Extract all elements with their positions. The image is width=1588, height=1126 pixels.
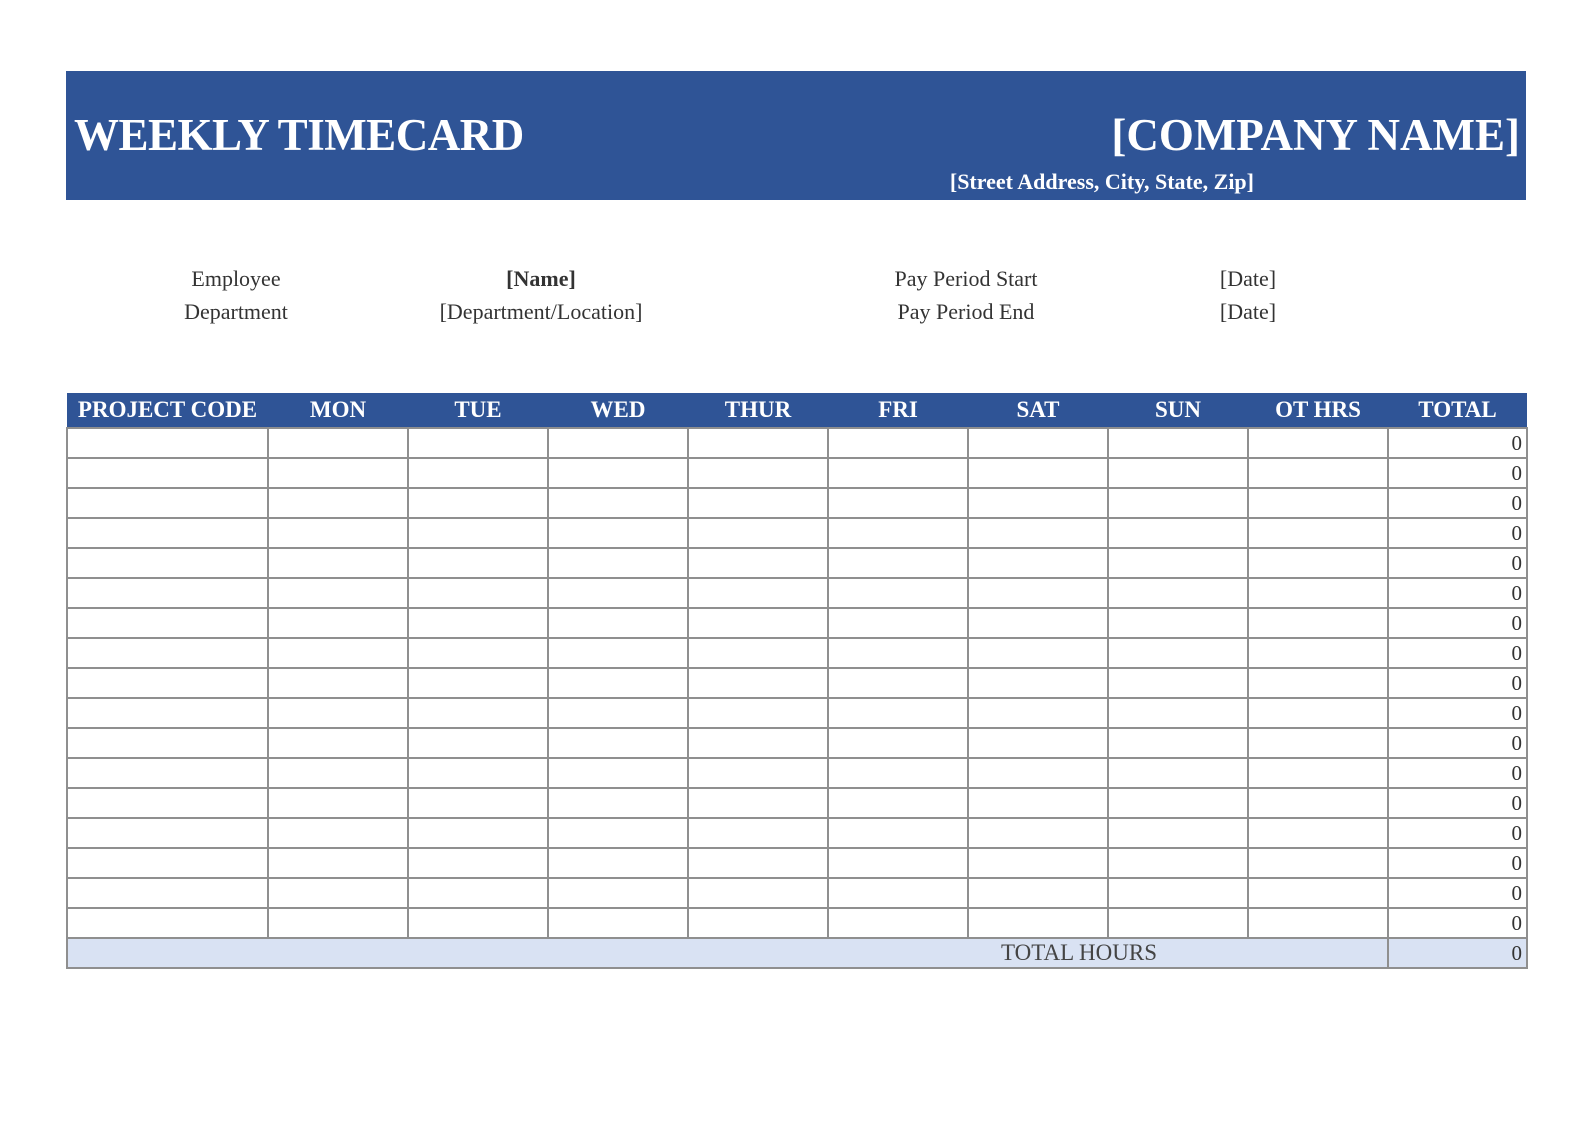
sat-cell[interactable] — [968, 548, 1108, 578]
table-row — [67, 638, 1527, 668]
row-total-cell: 0 — [1388, 548, 1527, 578]
wed-cell[interactable] — [548, 608, 688, 638]
ot-hrs-cell[interactable] — [1248, 518, 1388, 548]
tue-cell[interactable] — [408, 428, 548, 458]
project-code-cell[interactable] — [67, 758, 268, 788]
table-row — [67, 668, 1527, 698]
table-row — [67, 788, 1527, 818]
ot-hrs-cell[interactable] — [1248, 638, 1388, 668]
sun-cell[interactable] — [1108, 818, 1248, 848]
thur-cell[interactable] — [688, 878, 828, 908]
fri-cell[interactable] — [828, 848, 968, 878]
sat-cell[interactable] — [968, 638, 1108, 668]
mon-cell[interactable] — [268, 428, 408, 458]
ot-hrs-cell[interactable] — [1248, 428, 1388, 458]
col-header-tue: TUE — [408, 393, 548, 428]
row-total-cell: 0 — [1388, 728, 1527, 758]
project-code-cell[interactable] — [67, 638, 268, 668]
tue-cell[interactable] — [408, 878, 548, 908]
tue-cell[interactable] — [408, 578, 548, 608]
sun-cell[interactable] — [1108, 788, 1248, 818]
table-row — [67, 458, 1527, 488]
sun-cell[interactable] — [1108, 878, 1248, 908]
project-code-cell[interactable] — [67, 428, 268, 458]
row-total-cell: 0 — [1388, 518, 1527, 548]
project-code-cell[interactable] — [67, 578, 268, 608]
project-code-cell[interactable] — [67, 728, 268, 758]
project-code-cell[interactable] — [67, 608, 268, 638]
wed-cell[interactable] — [548, 818, 688, 848]
sat-cell[interactable] — [968, 818, 1108, 848]
wed-cell[interactable] — [548, 488, 688, 518]
row-total-cell: 0 — [1388, 608, 1527, 638]
row-total-cell: 0 — [1388, 488, 1527, 518]
col-header-sun: SUN — [1108, 393, 1248, 428]
sun-cell[interactable] — [1108, 848, 1248, 878]
fri-cell[interactable] — [828, 728, 968, 758]
sat-cell[interactable] — [968, 698, 1108, 728]
col-header-thur: THUR — [688, 393, 828, 428]
fri-cell[interactable] — [828, 788, 968, 818]
col-header-wed: WED — [548, 393, 688, 428]
ot-hrs-cell[interactable] — [1248, 878, 1388, 908]
table-row — [67, 578, 1527, 608]
mon-cell[interactable] — [268, 818, 408, 848]
ot-hrs-cell[interactable] — [1248, 578, 1388, 608]
ot-hrs-cell[interactable] — [1248, 698, 1388, 728]
wed-cell[interactable] — [548, 638, 688, 668]
table-row — [67, 608, 1527, 638]
wed-cell[interactable] — [548, 548, 688, 578]
wed-cell[interactable] — [548, 848, 688, 878]
fri-cell[interactable] — [828, 668, 968, 698]
sat-cell[interactable] — [968, 908, 1108, 938]
thur-cell[interactable] — [688, 578, 828, 608]
total-hours-value: 0 — [1388, 938, 1527, 968]
tue-cell[interactable] — [408, 458, 548, 488]
col-header-project-code: PROJECT CODE — [67, 393, 268, 428]
wed-cell[interactable] — [548, 518, 688, 548]
total-hours-row — [67, 938, 1527, 968]
table-row — [67, 878, 1527, 908]
thur-cell[interactable] — [688, 608, 828, 638]
row-total-cell: 0 — [1388, 638, 1527, 668]
sat-cell[interactable] — [968, 578, 1108, 608]
sat-cell[interactable] — [968, 848, 1108, 878]
table-row — [67, 548, 1527, 578]
row-total-cell: 0 — [1388, 428, 1527, 458]
fri-cell[interactable] — [828, 548, 968, 578]
project-code-cell[interactable] — [67, 698, 268, 728]
mon-cell[interactable] — [268, 698, 408, 728]
row-total-cell: 0 — [1388, 788, 1527, 818]
sun-cell[interactable] — [1108, 698, 1248, 728]
project-code-cell[interactable] — [67, 668, 268, 698]
col-header-ot-hrs: OT HRS — [1248, 393, 1388, 428]
company-name[interactable]: [COMPANY NAME] — [1111, 110, 1520, 160]
thur-cell[interactable] — [688, 758, 828, 788]
project-code-cell[interactable] — [67, 548, 268, 578]
fri-cell[interactable] — [828, 428, 968, 458]
pay-period-end-field[interactable]: [Date] — [1219, 299, 1277, 324]
table-row — [67, 758, 1527, 788]
ot-hrs-cell[interactable] — [1248, 728, 1388, 758]
wed-cell[interactable] — [548, 428, 688, 458]
thur-cell[interactable] — [688, 548, 828, 578]
project-code-cell[interactable] — [67, 878, 268, 908]
sun-cell[interactable] — [1108, 428, 1248, 458]
sun-cell[interactable] — [1108, 458, 1248, 488]
tue-cell[interactable] — [408, 698, 548, 728]
ot-hrs-cell[interactable] — [1248, 818, 1388, 848]
project-code-cell[interactable] — [67, 458, 268, 488]
ot-hrs-cell[interactable] — [1248, 608, 1388, 638]
thur-cell[interactable] — [688, 788, 828, 818]
fri-cell[interactable] — [828, 638, 968, 668]
pay-period-start-field[interactable]: [Date] — [1219, 266, 1277, 291]
fri-cell[interactable] — [828, 818, 968, 848]
fri-cell[interactable] — [828, 698, 968, 728]
ot-hrs-cell[interactable] — [1248, 488, 1388, 518]
thur-cell[interactable] — [688, 428, 828, 458]
wed-cell[interactable] — [548, 878, 688, 908]
table-row — [67, 488, 1527, 518]
project-code-cell[interactable] — [67, 818, 268, 848]
total-hours-label: TOTAL HOURS — [67, 938, 1388, 968]
department-label: Department — [184, 299, 288, 324]
table-row — [67, 518, 1527, 548]
thur-cell[interactable] — [688, 488, 828, 518]
mon-cell[interactable] — [268, 908, 408, 938]
project-code-cell[interactable] — [67, 488, 268, 518]
col-header-sat: SAT — [968, 393, 1108, 428]
mon-cell[interactable] — [268, 638, 408, 668]
fri-cell[interactable] — [828, 908, 968, 938]
thur-cell[interactable] — [688, 698, 828, 728]
sat-cell[interactable] — [968, 758, 1108, 788]
mon-cell[interactable] — [268, 578, 408, 608]
sat-cell[interactable] — [968, 668, 1108, 698]
mon-cell[interactable] — [268, 788, 408, 818]
col-header-fri: FRI — [828, 393, 968, 428]
wed-cell[interactable] — [548, 698, 688, 728]
thur-cell[interactable] — [688, 848, 828, 878]
company-address[interactable]: [Street Address, City, State, Zip] — [949, 169, 1254, 194]
fri-cell[interactable] — [828, 758, 968, 788]
project-code-cell[interactable] — [67, 848, 268, 878]
sat-cell[interactable] — [968, 728, 1108, 758]
fri-cell[interactable] — [828, 458, 968, 488]
sat-cell[interactable] — [968, 428, 1108, 458]
table-row — [67, 698, 1527, 728]
wed-cell[interactable] — [548, 668, 688, 698]
col-header-mon: MON — [268, 393, 408, 428]
ot-hrs-cell[interactable] — [1248, 758, 1388, 788]
sun-cell[interactable] — [1108, 488, 1248, 518]
tue-cell[interactable] — [408, 668, 548, 698]
timecard-rows — [67, 428, 1527, 938]
row-total-cell: 0 — [1388, 698, 1527, 728]
wed-cell[interactable] — [548, 908, 688, 938]
mon-cell[interactable] — [268, 728, 408, 758]
wed-cell[interactable] — [548, 458, 688, 488]
sat-cell[interactable] — [968, 878, 1108, 908]
fri-cell[interactable] — [828, 518, 968, 548]
header-banner — [66, 71, 1526, 200]
ot-hrs-cell[interactable] — [1248, 848, 1388, 878]
row-total-cell: 0 — [1388, 668, 1527, 698]
tue-cell[interactable] — [408, 818, 548, 848]
tue-cell[interactable] — [408, 548, 548, 578]
employee-label: Employee — [191, 266, 281, 291]
wed-cell[interactable] — [548, 788, 688, 818]
row-total-cell: 0 — [1388, 878, 1527, 908]
tue-cell[interactable] — [408, 638, 548, 668]
tue-cell[interactable] — [408, 608, 548, 638]
pay-period-start-label: Pay Period Start — [894, 266, 1038, 291]
tue-cell[interactable] — [408, 848, 548, 878]
mon-cell[interactable] — [268, 488, 408, 518]
sun-cell[interactable] — [1108, 578, 1248, 608]
sat-cell[interactable] — [968, 608, 1108, 638]
sat-cell[interactable] — [968, 518, 1108, 548]
mon-cell[interactable] — [268, 458, 408, 488]
mon-cell[interactable] — [268, 518, 408, 548]
sun-cell[interactable] — [1108, 608, 1248, 638]
pay-period-end-label: Pay Period End — [897, 299, 1035, 324]
thur-cell[interactable] — [688, 728, 828, 758]
sun-cell[interactable] — [1108, 518, 1248, 548]
row-total-cell: 0 — [1388, 818, 1527, 848]
row-total-cell: 0 — [1388, 908, 1527, 938]
wed-cell[interactable] — [548, 728, 688, 758]
thur-cell[interactable] — [688, 518, 828, 548]
page-title: WEEKLY TIMECARD — [74, 110, 524, 160]
table-row — [67, 428, 1527, 458]
tue-cell[interactable] — [408, 518, 548, 548]
table-row — [67, 728, 1527, 758]
sat-cell[interactable] — [968, 458, 1108, 488]
fri-cell[interactable] — [828, 878, 968, 908]
sun-cell[interactable] — [1108, 638, 1248, 668]
tue-cell[interactable] — [408, 728, 548, 758]
mon-cell[interactable] — [268, 848, 408, 878]
wed-cell[interactable] — [548, 578, 688, 608]
table-row — [67, 818, 1527, 848]
mon-cell[interactable] — [268, 548, 408, 578]
ot-hrs-cell[interactable] — [1248, 908, 1388, 938]
project-code-cell[interactable] — [67, 788, 268, 818]
sat-cell[interactable] — [968, 488, 1108, 518]
row-total-cell: 0 — [1388, 848, 1527, 878]
thur-cell[interactable] — [688, 458, 828, 488]
mon-cell[interactable] — [268, 878, 408, 908]
wed-cell[interactable] — [548, 758, 688, 788]
thur-cell[interactable] — [688, 668, 828, 698]
sun-cell[interactable] — [1108, 668, 1248, 698]
sun-cell[interactable] — [1108, 758, 1248, 788]
table-row — [67, 908, 1527, 938]
project-code-cell[interactable] — [67, 908, 268, 938]
thur-cell[interactable] — [688, 818, 828, 848]
col-header-total: TOTAL — [1388, 393, 1527, 428]
tue-cell[interactable] — [408, 758, 548, 788]
thur-cell[interactable] — [688, 908, 828, 938]
mon-cell[interactable] — [268, 668, 408, 698]
timecard-table — [66, 393, 1528, 969]
project-code-cell[interactable] — [67, 518, 268, 548]
ot-hrs-cell[interactable] — [1248, 548, 1388, 578]
ot-hrs-cell[interactable] — [1248, 458, 1388, 488]
sat-cell[interactable] — [968, 788, 1108, 818]
employee-name-field[interactable]: [Name] — [506, 266, 576, 291]
column-header-row — [67, 393, 1527, 428]
mon-cell[interactable] — [268, 608, 408, 638]
row-total-cell: 0 — [1388, 458, 1527, 488]
tue-cell[interactable] — [408, 488, 548, 518]
fri-cell[interactable] — [828, 608, 968, 638]
row-total-cell: 0 — [1388, 758, 1527, 788]
mon-cell[interactable] — [268, 758, 408, 788]
fri-cell[interactable] — [828, 578, 968, 608]
ot-hrs-cell[interactable] — [1248, 788, 1388, 818]
table-row — [67, 848, 1527, 878]
department-field[interactable]: [Department/Location] — [439, 299, 643, 324]
sun-cell[interactable] — [1108, 908, 1248, 938]
ot-hrs-cell[interactable] — [1248, 668, 1388, 698]
thur-cell[interactable] — [688, 638, 828, 668]
sun-cell[interactable] — [1108, 728, 1248, 758]
fri-cell[interactable] — [828, 488, 968, 518]
tue-cell[interactable] — [408, 788, 548, 818]
tue-cell[interactable] — [408, 908, 548, 938]
row-total-cell: 0 — [1388, 578, 1527, 608]
sun-cell[interactable] — [1108, 548, 1248, 578]
